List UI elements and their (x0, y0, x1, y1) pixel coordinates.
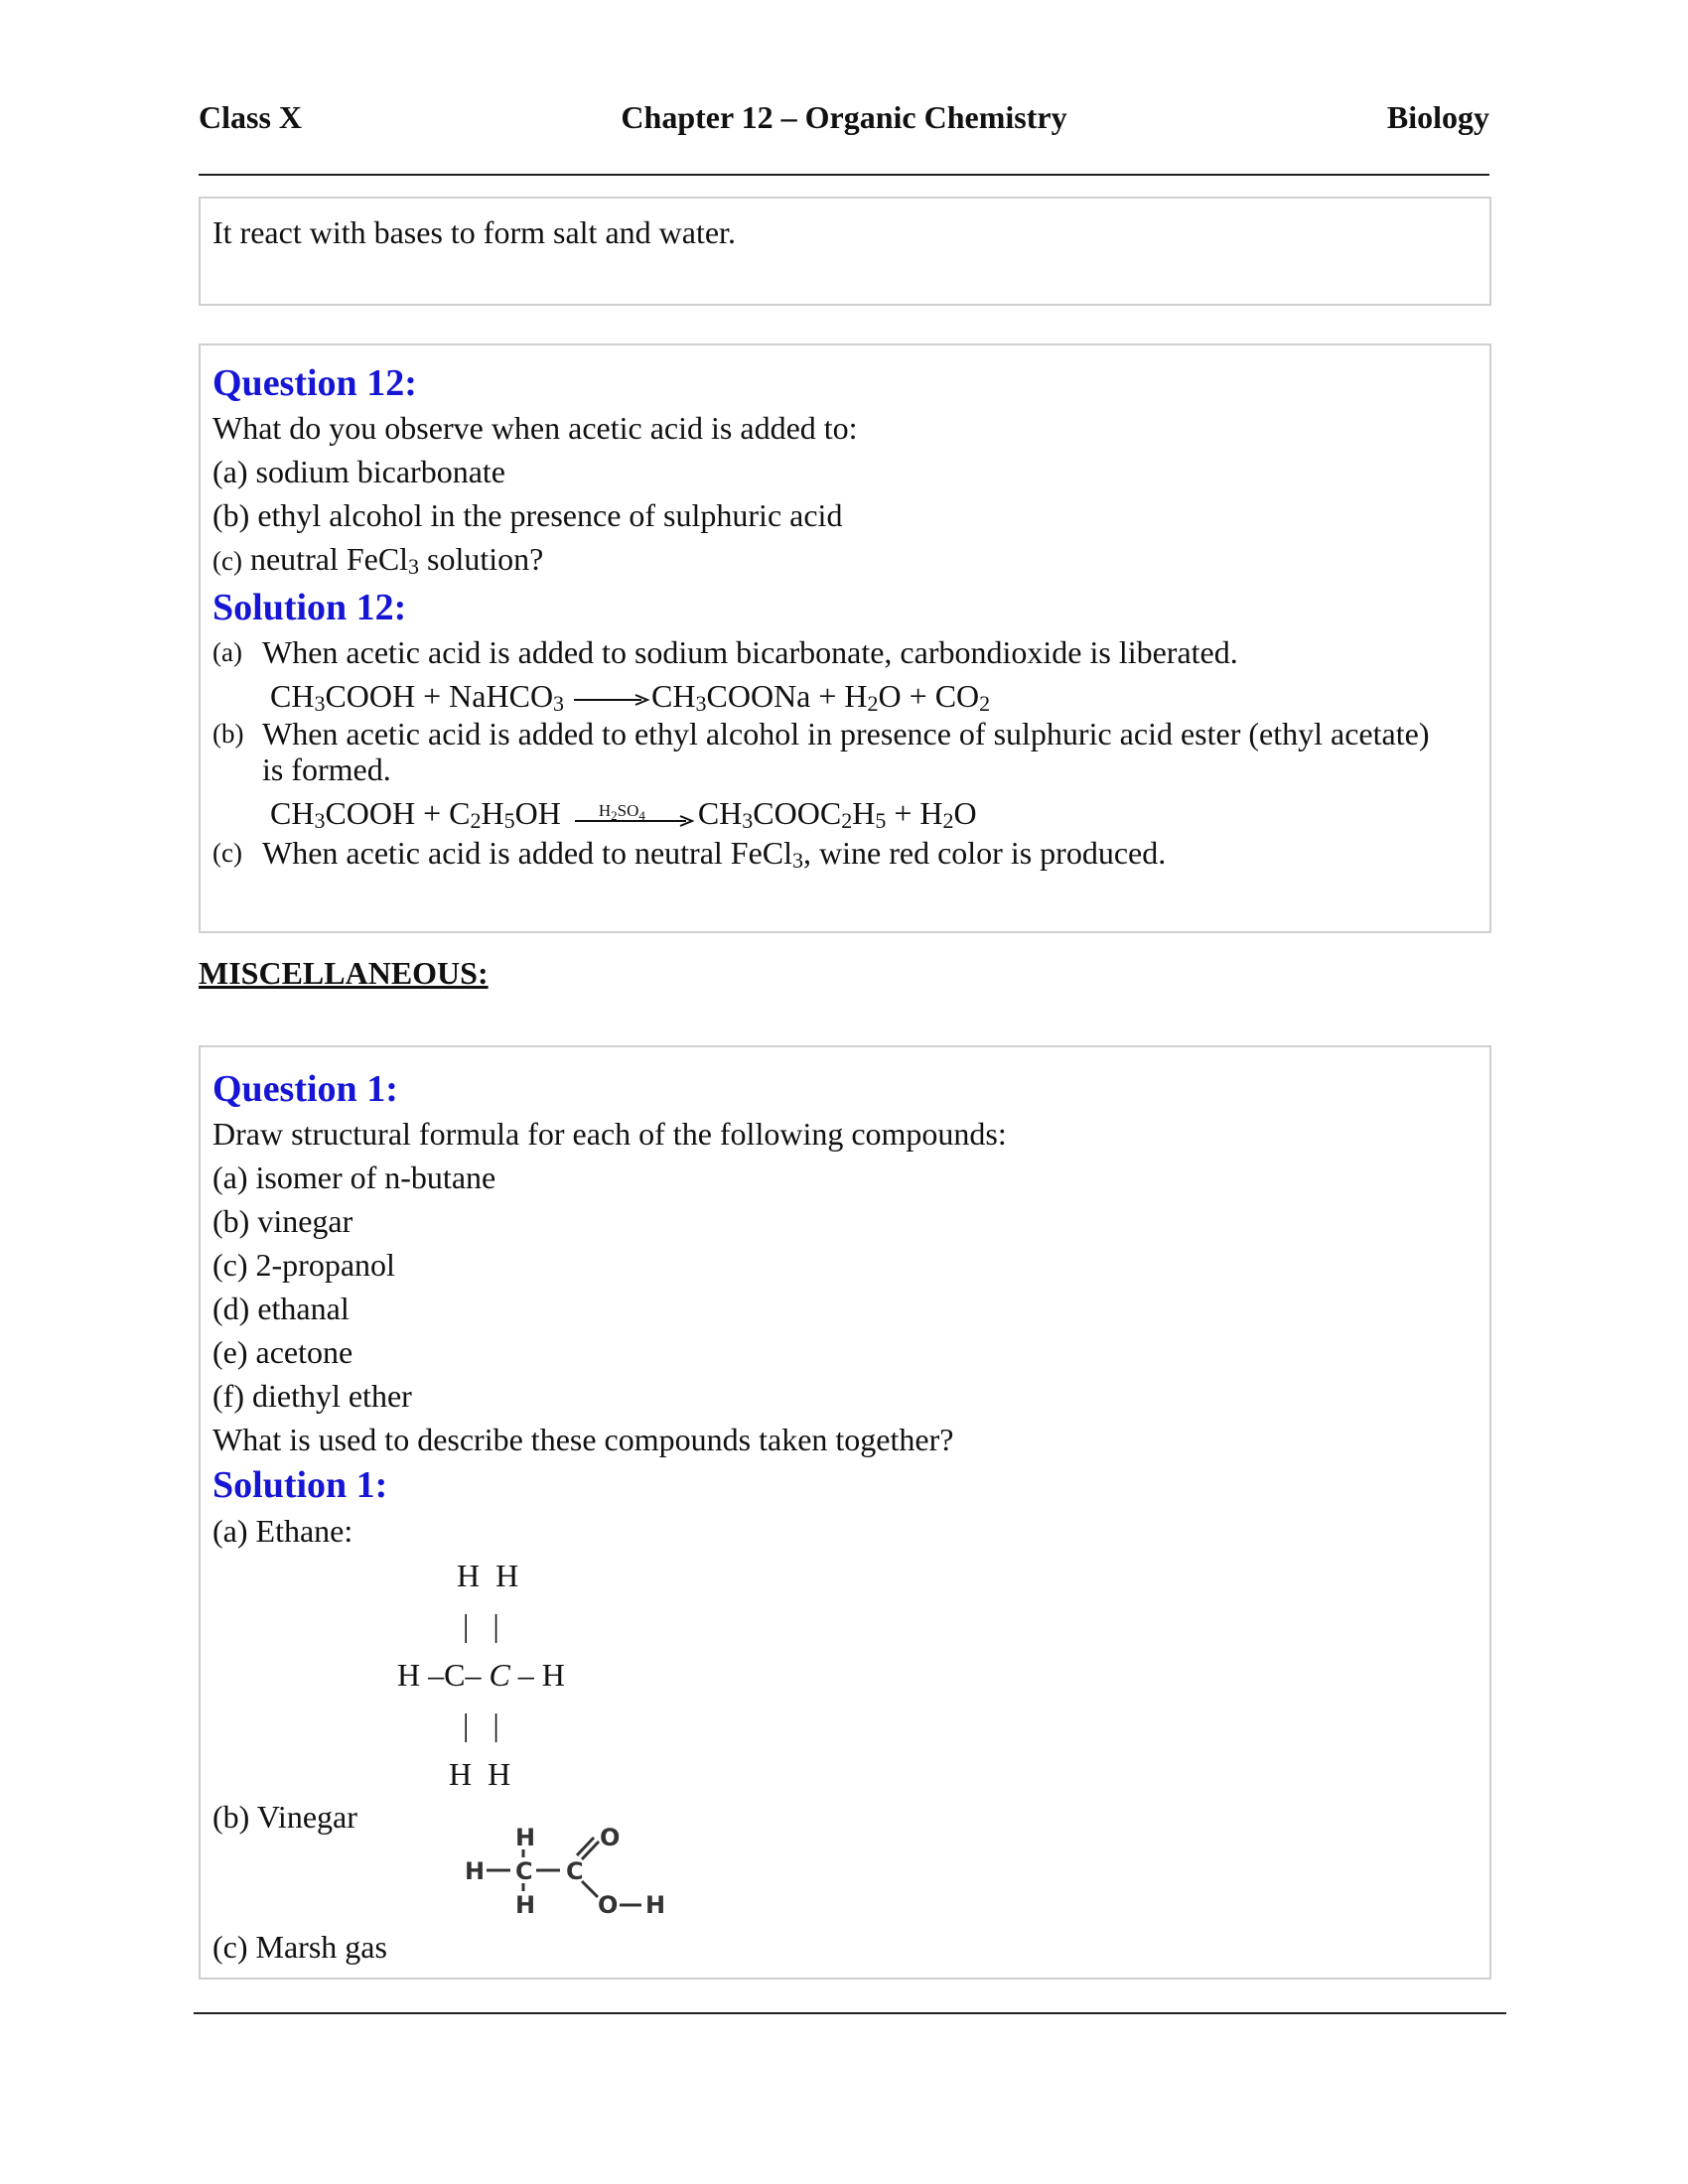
svg-text:H: H (515, 1891, 536, 1919)
svg-text:H: H (465, 1857, 486, 1885)
miscellaneous-heading: MISCELLANEOUS: (199, 955, 489, 991)
answer-continuation-box (199, 197, 1491, 306)
question-1-item-b: (b) vinegar (212, 1203, 353, 1239)
svg-text:O: O (600, 1824, 621, 1851)
svg-text:C: C (566, 1857, 584, 1885)
question-12-prompt: What do you observe when acetic acid is added to: (212, 410, 858, 446)
solution-12-label-c: (c) (212, 838, 242, 868)
solution-12-text-b-line2: is formed. (262, 751, 391, 787)
question-12-item-b: (b) ethyl alcohol in the presence of sulphuric acid (212, 497, 843, 533)
equation-b: $CH_3COOH + C_2H_5OH$ $H_2SO_4$ $CH_3COOC_2H_5 + H_2O$ (270, 795, 977, 833)
svg-text:C: C (515, 1857, 533, 1885)
svg-text:H: H (515, 1824, 536, 1851)
question-12-item-c (212, 541, 543, 579)
ethane-bottom-bonds: | | (463, 1706, 499, 1742)
ethane-top-hydrogens: H H (457, 1558, 519, 1593)
question-1-item-a: (a) isomer of n-butane (212, 1160, 496, 1195)
question-1-prompt: Draw structural formula for each of the following compounds: (212, 1116, 1007, 1152)
question-1-closing: What is used to describe these compounds taken together? (212, 1422, 954, 1457)
equation-a: $CH_3COOH$ + NaHCO$_3$ $CH_3COONa + H_2O + CO_2$ (270, 678, 991, 716)
question-1-item-e: (e) acetone (212, 1334, 353, 1370)
item-c-text-end: solution? (419, 541, 544, 577)
ethane-bottom-hydrogens: H H (449, 1756, 511, 1792)
solution-12-text-c: When acetic acid is added to neutral FeCl$_3$, wine red color is produced. (262, 835, 1167, 873)
class-label: Class X (199, 99, 303, 135)
item-c-subscript: 3 (408, 554, 420, 579)
page-header (199, 99, 1489, 139)
question-1-box (199, 1045, 1491, 1979)
svg-text:H: H (645, 1891, 666, 1919)
question-12-box (199, 343, 1491, 933)
header-rule (199, 174, 1489, 176)
question-12-item-a: (a) sodium bicarbonate (212, 454, 505, 489)
solution-1-item-b: (b) Vinegar (212, 1799, 357, 1835)
question-1-item-f: (f) diethyl ether (212, 1378, 412, 1414)
solution-12-label-b: (b) (212, 719, 244, 749)
svg-text:O: O (598, 1891, 619, 1919)
question-12-title: Question 12: (212, 362, 417, 404)
solution-12-title: Solution 12: (212, 587, 407, 628)
question-1-item-d: (d) ethanal (212, 1291, 350, 1326)
reaction-arrow-with-catalyst: $H_2SO_4$ (569, 799, 698, 835)
solution-1-title: Solution 1: (212, 1464, 388, 1506)
solution-12-text-b-line1: When acetic acid is added to ethyl alcohol in presence of sulphuric acid ester (ethyl acetate) (262, 716, 1430, 751)
item-c-text: neutral FeCl (249, 541, 409, 577)
footer-rule (194, 2012, 1506, 2014)
continuation-text: It react with bases to form salt and water. (212, 214, 736, 250)
solution-1-item-a: (a) Ethane: (212, 1513, 353, 1549)
solution-1-item-c: (c) Marsh gas (212, 1929, 387, 1965)
ethane-top-bonds: | | (463, 1607, 499, 1643)
reaction-arrow (572, 690, 651, 710)
question-1-title: Question 1: (212, 1068, 398, 1110)
chapter-title: Chapter 12 – Organic Chemistry (621, 99, 1067, 135)
solution-12-text-a: When acetic acid is added to sodium bicarbonate, carbondioxide is liberated. (262, 634, 1238, 670)
solution-12-label-a: (a) (212, 637, 242, 667)
subject-label: Biology (1386, 99, 1489, 135)
acetic-acid-structure (459, 1822, 717, 1921)
item-c-label: (c) (212, 546, 242, 576)
question-1-item-c: (c) 2-propanol (212, 1247, 395, 1283)
ethane-carbon-chain: H –C– C – H (397, 1657, 565, 1693)
